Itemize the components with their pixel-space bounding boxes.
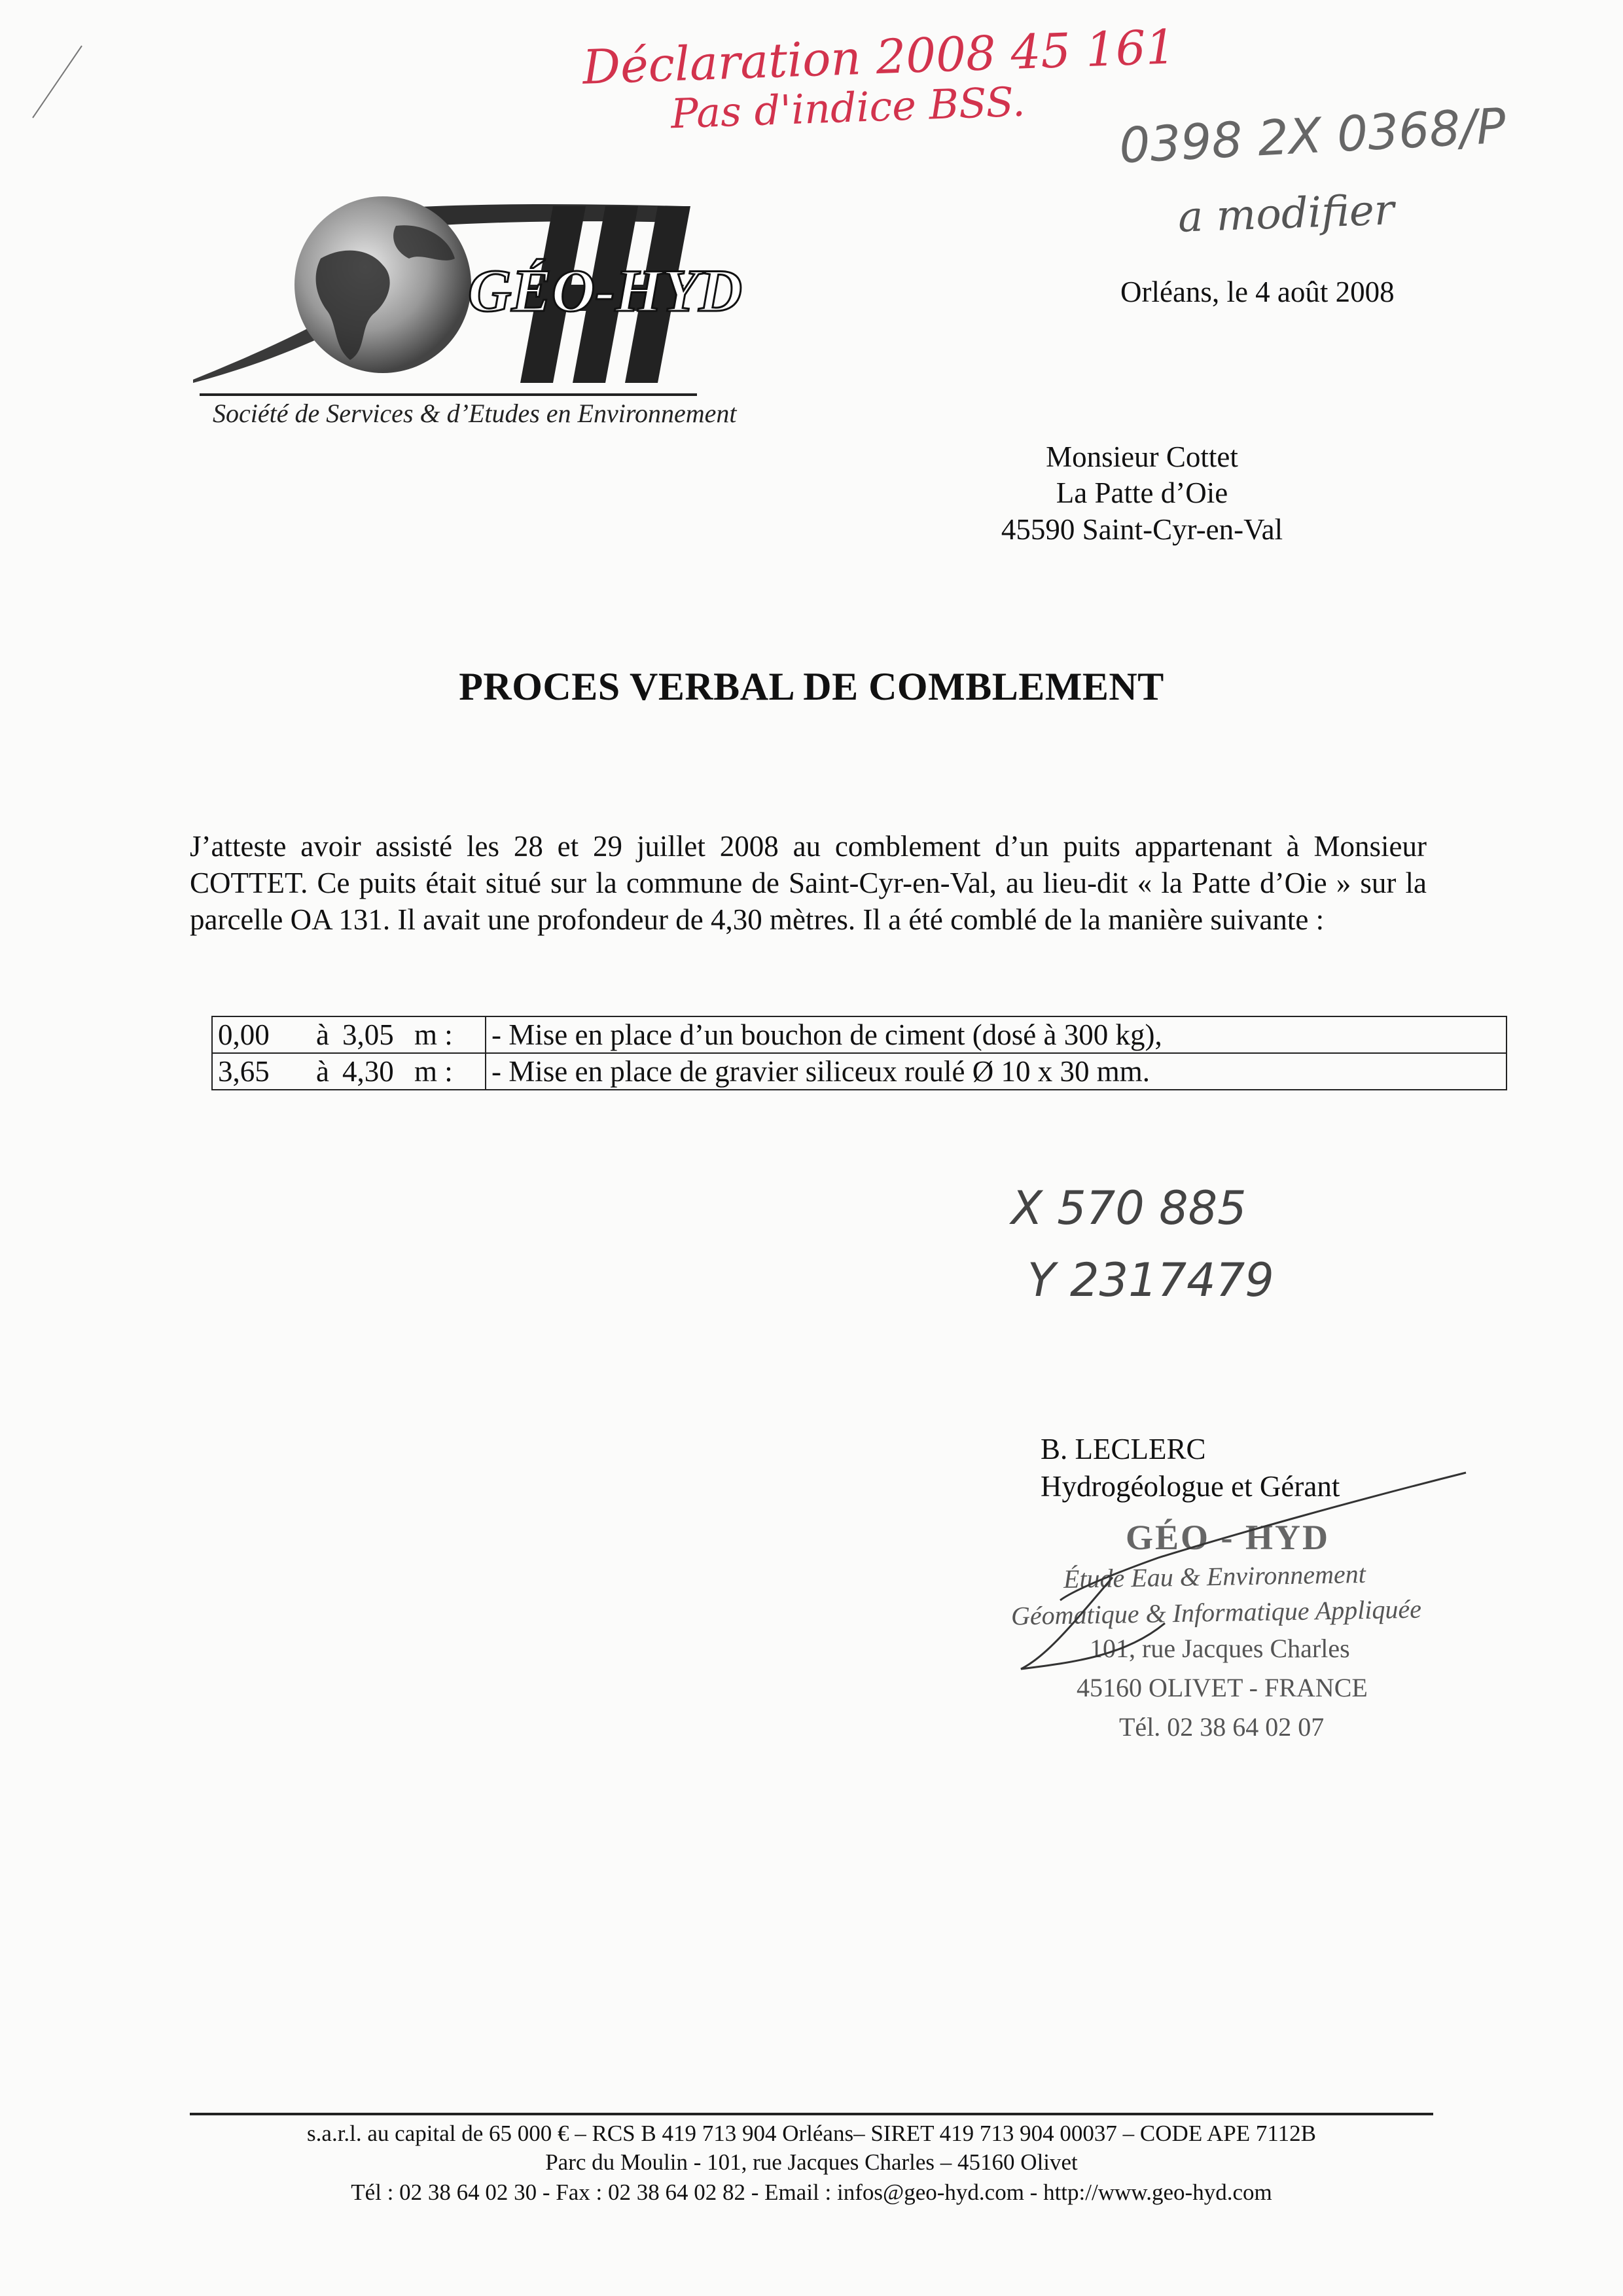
company-logo: [187, 187, 834, 403]
fill-description: - Mise en place d’un bouchon de ciment (dosé à 300 kg),: [486, 1016, 1507, 1053]
signatory-name: B. LECLERC: [1041, 1433, 1206, 1465]
logo-wordmark: GÉO-HYD: [468, 257, 743, 324]
footer-legal-line: s.a.r.l. au capital de 65 000 € – RCS B 419 713 904 Orléans– SIRET 419 713 904 00037 – CODE APE 7112B: [307, 2121, 1316, 2146]
stamp-activity-1: Étude Eau & Environnement: [1063, 1558, 1366, 1594]
depth-separator: à: [316, 1018, 329, 1051]
stamp-phone: Tél. 02 38 64 02 07: [1119, 1712, 1325, 1742]
table-row: [212, 1053, 1507, 1090]
logo-tagline: Société de Services & d’Etudes en Environnement: [213, 399, 737, 428]
depth-to: 4,30: [342, 1055, 394, 1088]
table-row: [212, 1016, 1507, 1053]
handwritten-bss-note: Pas d'indice BSS.: [669, 77, 1026, 138]
handwritten-signature: [995, 1460, 1492, 1682]
corner-pen-mark: [20, 26, 98, 124]
handwritten-y-coordinate: Y 2317479: [1027, 1253, 1274, 1307]
footer-address-line: Parc du Moulin - 101, rue Jacques Charles – 45160 Olivet: [545, 2149, 1078, 2175]
footer-contact-line: Tél : 02 38 64 02 30 - Fax : 02 38 64 02 82 - Email : infos@geo-hyd.com - http://www.geo-hyd.com: [351, 2179, 1272, 2205]
depth-from: 3,65: [218, 1055, 270, 1088]
stamp-street: 101, rue Jacques Charles: [1090, 1634, 1350, 1663]
stamp-company-name: GÉO - HYD: [1126, 1518, 1330, 1557]
depth-range: [212, 1053, 486, 1090]
fill-description: - Mise en place de gravier siliceux roulé Ø 10 x 30 mm.: [486, 1053, 1507, 1090]
signatory-role: Hydrogéologue et Gérant: [1041, 1470, 1340, 1503]
recipient-street: La Patte d’Oie: [1056, 476, 1228, 509]
footer-divider: [190, 2113, 1433, 2115]
handwritten-x-coordinate: X 570 885: [1011, 1181, 1247, 1235]
depth-unit: m :: [414, 1055, 453, 1088]
date-line: Orléans, le 4 août 2008: [1120, 276, 1395, 308]
depth-to: 3,05: [342, 1018, 394, 1051]
filling-table: [211, 1016, 1507, 1090]
recipient-name: Monsieur Cottet: [1046, 440, 1238, 473]
depth-from: 0,00: [218, 1018, 270, 1051]
depth-range: [212, 1016, 486, 1053]
depth-separator: à: [316, 1055, 329, 1088]
body-paragraph: J’atteste avoir assisté les 28 et 29 juillet 2008 au comblement d’un puits appartenant à Monsieur COTTET. Ce puits était situé sur la commune de Saint-Cyr-en-Val, au lieu-dit « la Patte d’Oie » sur la parcelle OA 131. Il avait une profondeur de 4,30 mètres. Il a été comblé de la manière suivante :: [190, 830, 1427, 936]
handwritten-declaration-note: Déclaration 2008 45 161: [581, 19, 1177, 95]
depth-unit: m :: [414, 1018, 453, 1051]
document-title: PROCES VERBAL DE COMBLEMENT: [459, 665, 1164, 708]
handwritten-modify-note: a modifier: [1177, 186, 1395, 242]
recipient-city: 45590 Saint-Cyr-en-Val: [1001, 513, 1283, 546]
handwritten-reference: 0398 2X 0368/P: [1118, 98, 1507, 175]
stamp-activity-2: Géomatique & Informatique Appliquée: [1010, 1594, 1422, 1631]
stamp-city: 45160 OLIVET - FRANCE: [1077, 1673, 1368, 1702]
